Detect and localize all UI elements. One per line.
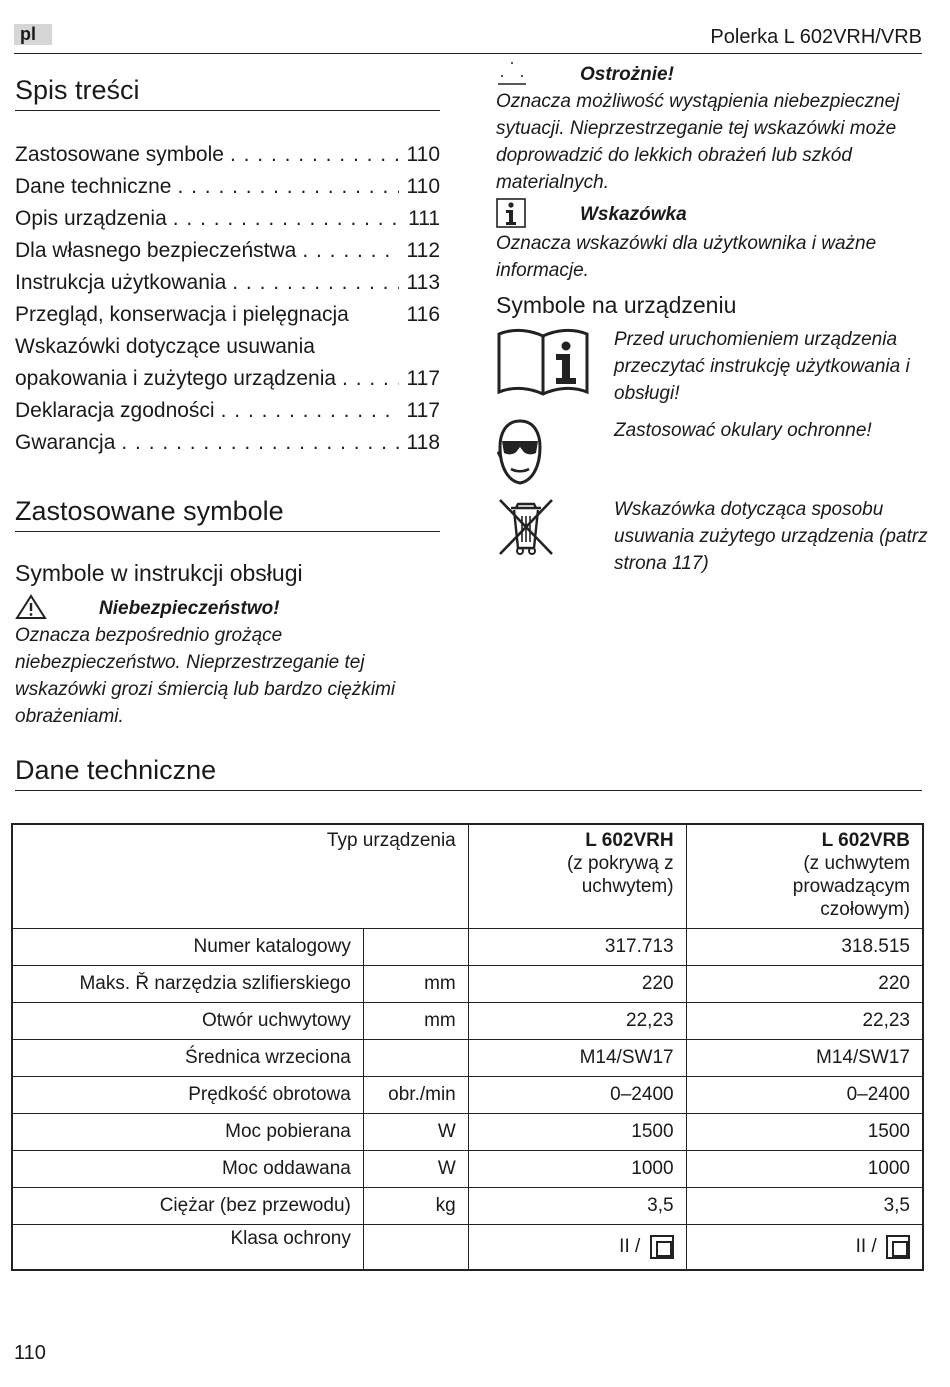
table-row: Prędkość obrotowa obr./min 0–2400 0–2400	[12, 1076, 923, 1113]
crossed-bin-icon	[496, 496, 614, 577]
symbols-heading: Zastosowane symbole	[15, 493, 440, 532]
page-number: 110	[14, 1342, 46, 1364]
device-symbol-row	[496, 326, 936, 407]
device-symbol-row	[496, 496, 936, 577]
caution-description: Oznacza możliwość wystąpienia niebezpiecznej sytuacji. Nieprzestrzeganie tej wskazówki może doprowadzić do lekkich obrażeń lub szkód materialnych.	[496, 91, 900, 193]
note-description: Oznacza wskazówki dla użytkownika i ważne informacje.	[496, 233, 877, 281]
table-row: Numer katalogowy 317.713 318.515	[12, 928, 923, 965]
device-symbol-text: Przed uruchomieniem urządzenia przeczytać instrukcję użytkowania i obsługi!	[614, 329, 910, 404]
toc-item[interactable]: Przegląd, konserwacja i pielęgnacja 116	[15, 303, 440, 326]
header-divider	[14, 53, 922, 54]
danger-description: Oznacza bezpośrednio grożące niebezpieczeństwo. Nieprzestrzeganie tej wskazówki grozi śmiercią lub bardzo ciężkimi obrażeniami.	[15, 625, 396, 727]
table-row: Maks. Ř narzędzia szlifierskiego mm 220 220	[12, 965, 923, 1002]
table-row: Moc oddawana W 1000 1000	[12, 1150, 923, 1187]
table-row: Klasa ochrony II / II /	[12, 1224, 923, 1270]
toc-item[interactable]: Gwarancja . . . 118	[15, 427, 440, 459]
model-header: L 602VRH (z pokrywą z uchwytem)	[468, 824, 686, 928]
manual-book-icon	[496, 326, 614, 407]
table-row: Średnica wrzeciona M14/SW17 M14/SW17	[12, 1039, 923, 1076]
language-badge: pl	[14, 24, 52, 45]
model-header: L 602VRB (z uchwytem prowadzącym czołowym)	[686, 824, 923, 928]
toc-item[interactable]: Opis urządzenia . . . 111	[15, 203, 440, 235]
table-row: Moc pobierana W 1500 1500	[12, 1113, 923, 1150]
protection-class-icon	[886, 1235, 910, 1259]
caution-icon	[496, 60, 580, 91]
caution-symbol-row	[496, 62, 936, 88]
device-symbols-heading: Symbole na urządzeniu	[496, 292, 737, 318]
left-column	[15, 72, 440, 730]
info-icon	[496, 198, 580, 233]
note-symbol-row	[496, 200, 936, 230]
note-label: Wskazówka	[580, 204, 687, 225]
safety-goggles-icon	[496, 417, 614, 492]
toc-item[interactable]: Dane techniczne . . . 110	[15, 171, 440, 203]
right-column	[496, 58, 936, 577]
document-title: Polerka L 602VRH/VRB	[710, 26, 922, 48]
type-label: Typ urządzenia	[12, 824, 468, 928]
tech-data-section	[15, 752, 922, 791]
toc-item[interactable]: Zastosowane symbole . . . 110	[15, 139, 440, 171]
table-header-row	[12, 824, 923, 928]
tech-data-table	[11, 823, 924, 1271]
device-symbol-text: Wskazówka dotycząca sposobu usuwania zużytego urządzenia (patrz strona 117)	[614, 499, 928, 574]
caution-label: Ostrożnie!	[580, 64, 674, 85]
device-symbol-text: Zastosować okulary ochronne!	[614, 420, 872, 441]
device-symbol-row	[496, 417, 936, 492]
toc-item-line1[interactable]: Wskazówki dotyczące usuwania	[15, 335, 315, 358]
toc-item[interactable]: Instrukcja użytkowania . . . 113	[15, 267, 440, 299]
protection-class-icon	[650, 1235, 674, 1259]
table-row: Otwór uchwytowy mm 22,23 22,23	[12, 1002, 923, 1039]
toc-item[interactable]: Deklaracja zgodności . . . 117	[15, 395, 440, 427]
tech-data-heading: Dane techniczne	[15, 752, 922, 791]
table-row: Ciężar (bez przewodu) kg 3,5 3,5	[12, 1187, 923, 1224]
toc-item[interactable]: Dla własnego bezpieczeństwa . . . 112	[15, 235, 440, 267]
danger-symbol-row	[15, 596, 440, 622]
toc-heading: Spis treści	[15, 72, 440, 111]
manual-symbols-heading: Symbole w instrukcji obsługi	[15, 560, 303, 586]
warning-triangle-icon	[15, 594, 99, 625]
table-of-contents	[15, 139, 440, 459]
danger-label: Niebezpieczeństwo!	[99, 598, 280, 619]
toc-item[interactable]: opakowania i zużytego urządzenia . . . 117	[15, 363, 440, 395]
